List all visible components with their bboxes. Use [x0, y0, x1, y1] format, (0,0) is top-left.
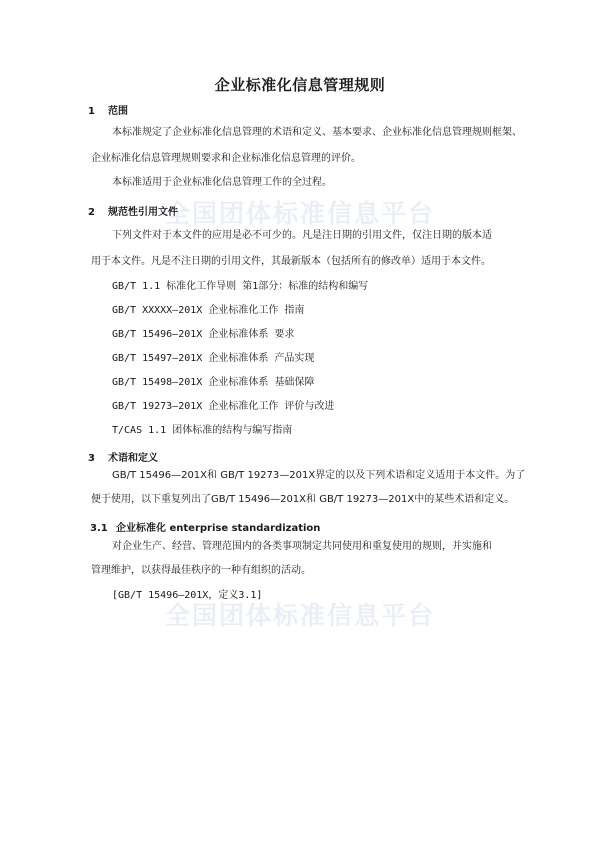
reference-item: GB/T 15497—201X 企业标准体系 产品实现: [112, 353, 315, 364]
reference-item: GB/T 15498—201X 企业标准体系 基础保障: [112, 377, 315, 388]
definition-line: 对企业生产、经营、管理范围内的各类事项制定共同使用和重复使用的规则，并实施和: [112, 541, 492, 552]
section-number: 2: [88, 207, 95, 218]
section-heading-terms: [88, 449, 158, 464]
definition-source: [GB/T 15496—201X，定义3.1]: [112, 590, 263, 601]
subsection-heading: [90, 519, 320, 534]
paragraph-line: 本标准适用于企业标准化信息管理工作的全过程。: [112, 177, 332, 188]
reference-item: GB/T XXXXX—201X 企业标准化工作 指南: [112, 305, 305, 316]
section-title: 规范性引用文件: [108, 207, 178, 218]
subsection-title: 企业标准化 enterprise standardization: [116, 523, 321, 534]
reference-item: T/CAS 1.1 团体标准的结构与编写指南: [112, 425, 293, 436]
watermark-text: 全国团体标准信息平台: [164, 601, 435, 630]
paragraph-line: 企业标准化信息管理规则要求和企业标准化信息管理的评价。: [91, 153, 361, 164]
paragraph-line: 本标准规定了企业标准化信息管理的术语和定义、基本要求、企业标准化信息管理规则框架、: [112, 127, 522, 138]
section-number: 3: [88, 453, 95, 464]
watermark-text: 全国团体标准信息平台: [164, 199, 435, 228]
section-title: 范围: [108, 106, 128, 117]
document-title: 企业标准化信息管理规则: [214, 76, 386, 94]
reference-item: GB/T 19273—201X 企业标准化工作 评价与改进: [112, 401, 335, 412]
definition-line: 管理维护，以获得最佳秩序的一种有组织的活动。: [91, 565, 311, 576]
paragraph-line: 用于本文件。凡是不注日期的引用文件，其最新版本（包括所有的修改单）适用于本文件。: [91, 256, 491, 267]
section-heading-references: [88, 203, 178, 218]
section-number: 1: [88, 106, 95, 117]
paragraph-line: 下列文件对于本文件的应用是必不可少的。凡是注日期的引用文件，仅注日期的版本适: [112, 230, 492, 241]
reference-item: GB/T 15496—201X 企业标准体系 要求: [112, 329, 295, 340]
reference-item: GB/T 1.1 标准化工作导则 第1部分：标准的结构和编写: [112, 281, 369, 292]
paragraph-line: 便于使用，以下重复列出了GB/T 15496—201X和 GB/T 19273—201X中的某些术语和定义。: [91, 494, 515, 505]
section-heading-scope: [88, 102, 128, 117]
subsection-number: 3.1: [90, 523, 108, 534]
section-title: 术语和定义: [108, 453, 158, 464]
paragraph-line: GB/T 15496—201X和 GB/T 19273—201X界定的以及下列术语和定义适用于本文件。为了: [112, 470, 526, 481]
